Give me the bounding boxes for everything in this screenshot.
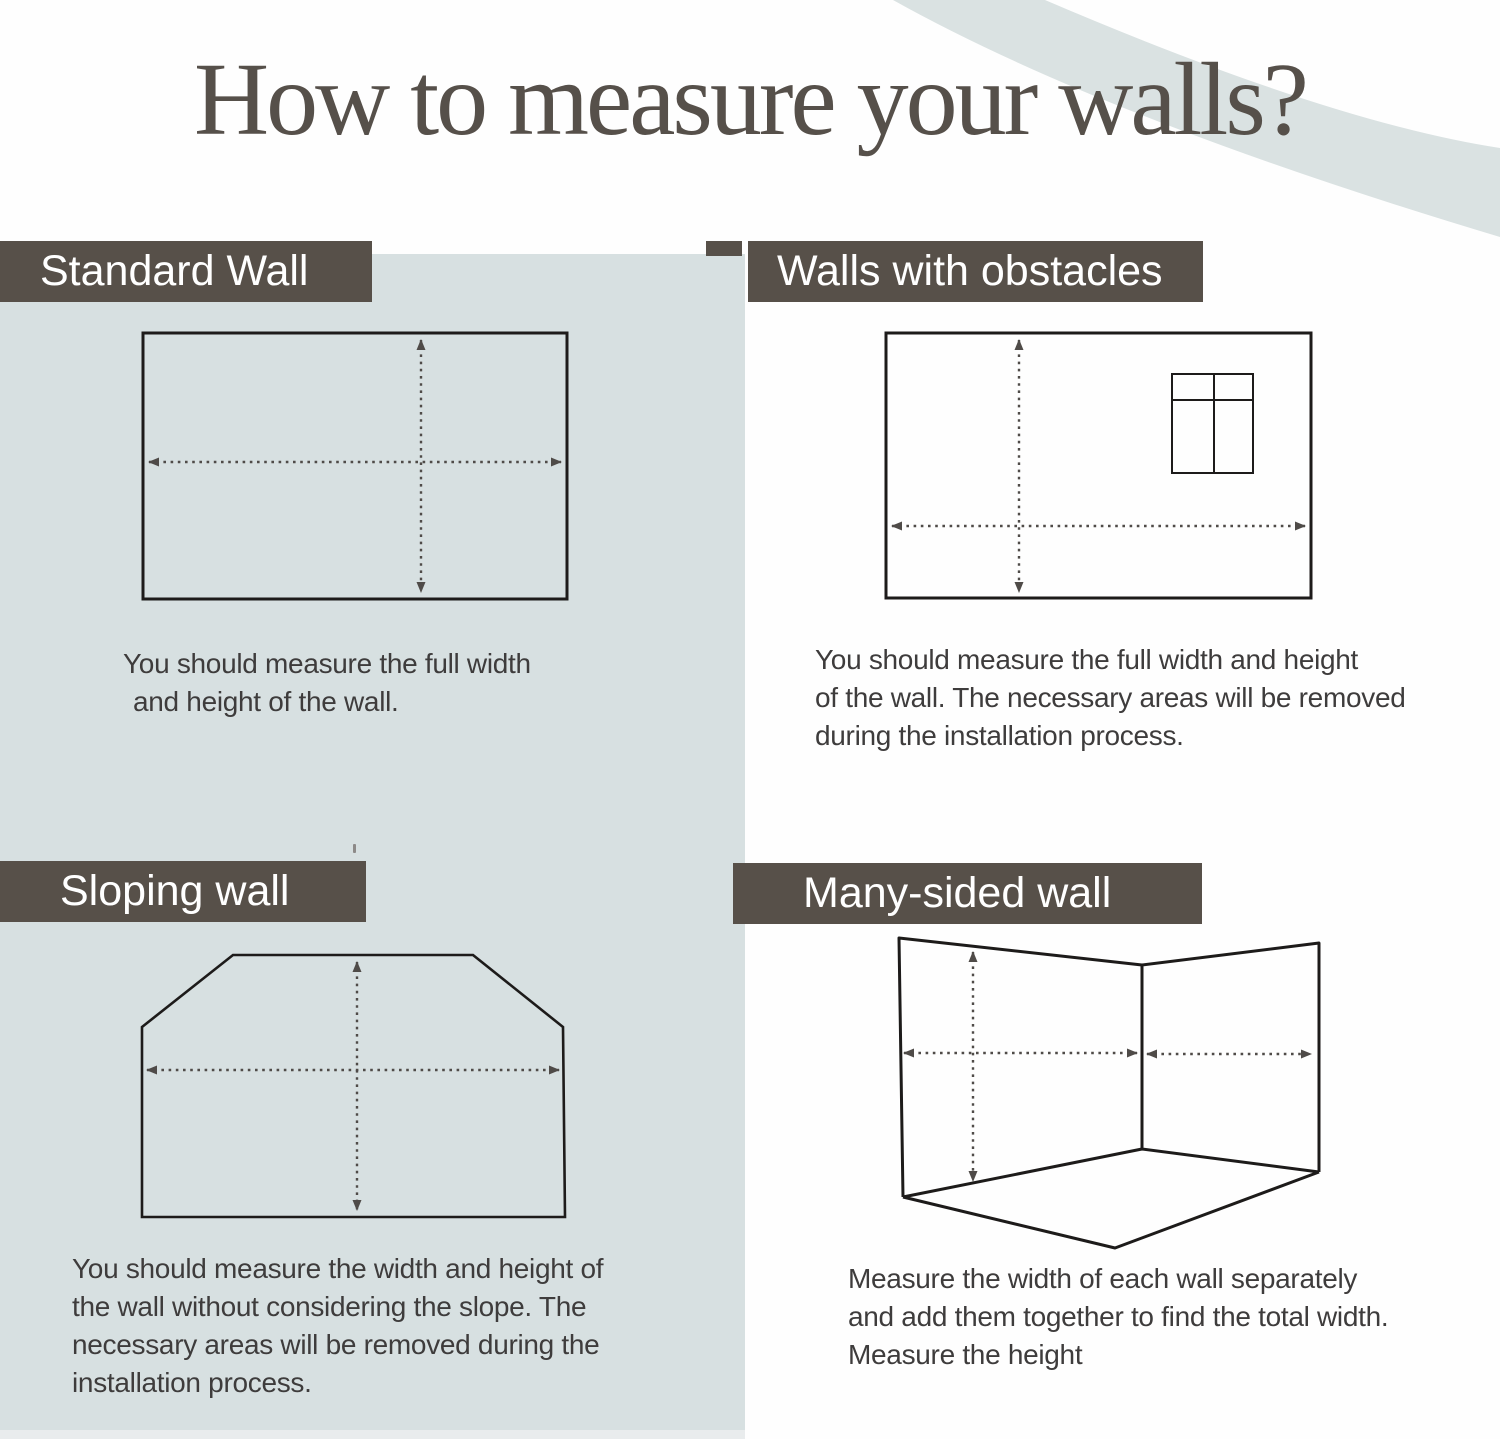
page-title: How to measure your walls? [194,42,1306,157]
description-line: installation process. [72,1367,312,1398]
description-line: and add them together to find the total width. [848,1301,1389,1332]
standard-wall-description [123,645,531,721]
section-header-walls-with-obstacles: Walls with obstacles [748,241,1203,302]
standard-wall-diagram [141,331,569,601]
description-line: You should measure the full width [123,648,531,679]
wall-outline [142,955,565,1217]
walls-with-obstacles-diagram [884,331,1313,602]
description-line: You should measure the full width and height [815,644,1359,675]
many-sided-wall-diagram [897,935,1321,1251]
description-line: the wall without considering the slope. The [72,1291,587,1322]
description-line: Measure the width of each wall separately [848,1263,1358,1294]
description-line: and height of the wall. [133,686,399,717]
section-header-tab-obstacles [706,241,742,256]
section-header-standard-wall: Standard Wall [0,241,372,302]
description-line: during the installation process. [815,720,1184,751]
sloping-wall-diagram [140,952,568,1221]
section-header-tab-many-sided [733,863,749,924]
sloping-wall-description [72,1250,603,1402]
many-sided-wall-description [848,1260,1388,1374]
window-obstacle [1172,374,1253,473]
wall-outline [886,333,1311,598]
wall-outline [143,333,567,599]
description-line: of the wall. The necessary areas will be removed [815,682,1406,713]
section-header-sloping-wall: Sloping wall [0,861,366,922]
section-header-many-sided-wall: Many-sided wall [748,863,1202,924]
description-line: Measure the height [848,1339,1083,1370]
stray-mark [353,844,356,853]
description-line: necessary areas will be removed during the [72,1329,600,1360]
walls-with-obstacles-description [815,641,1406,755]
corner-walls-outline [899,938,1319,1248]
panel-footer-strip [0,1430,745,1439]
description-line: You should measure the width and height of [72,1253,604,1284]
